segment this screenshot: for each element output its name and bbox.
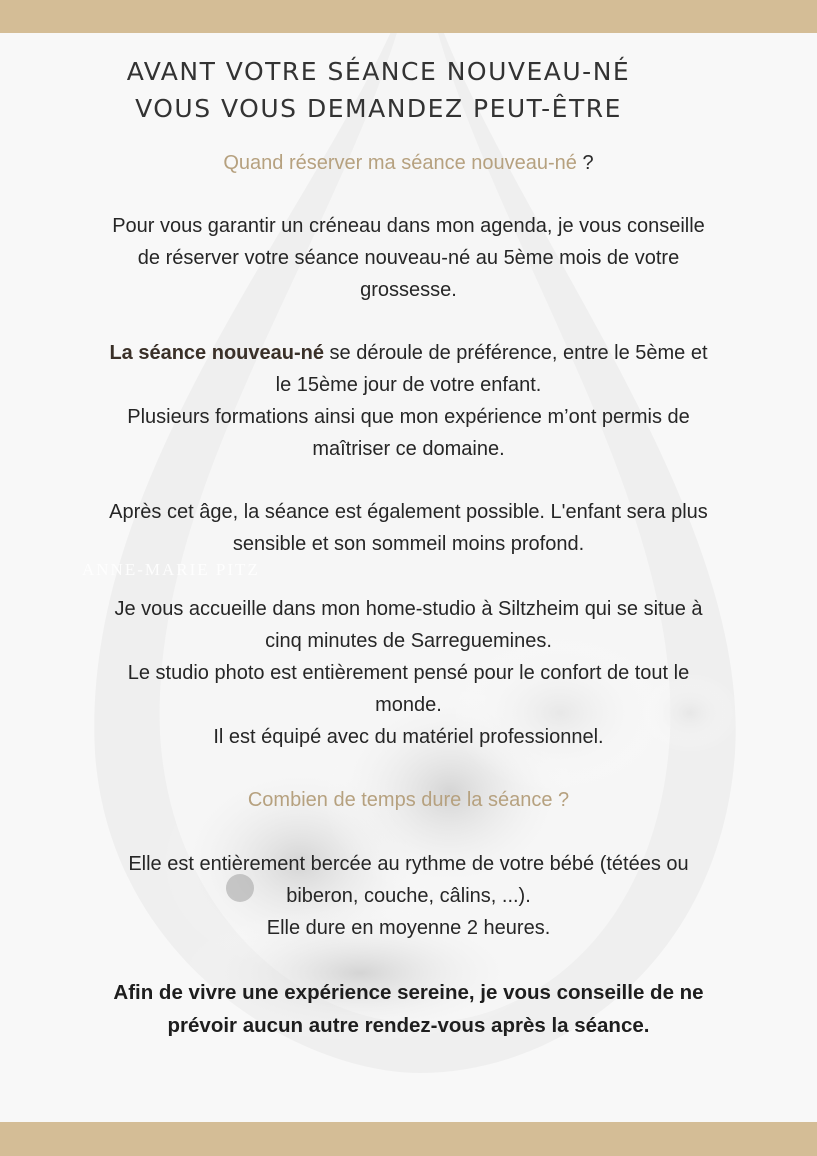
- question-duration: Combien de temps dure la séance ?: [247, 789, 570, 811]
- text-line: Afin de vivre une expérience sereine, je vous conseille de ne: [113, 981, 704, 1004]
- text-line: cinq minutes de Sarreguemines.: [265, 630, 552, 652]
- paragraph-studio: [0, 593, 817, 753]
- text-line: grossesse.: [360, 279, 457, 301]
- text-line: Pour vous garantir un créneau dans mon agenda, je vous conseille: [112, 215, 705, 237]
- paragraph-duration: [0, 848, 817, 944]
- text-line: sensible et son sommeil moins profond.: [232, 533, 585, 555]
- page-title-line-1: AVANT VOTRE SÉANCE NOUVEAU-NÉ: [126, 57, 631, 86]
- paragraph-booking: [0, 210, 817, 306]
- question-mark: ?: [576, 152, 594, 174]
- text-line: Elle est entièrement bercée au rythme de votre bébé (tétées ou: [128, 853, 689, 875]
- text-line: maîtriser ce domaine.: [312, 438, 505, 460]
- question-booking-text: Quand réserver ma séance nouveau-né: [223, 152, 577, 174]
- page-title-line-2: VOUS VOUS DEMANDEZ PEUT-ÊTRE: [135, 94, 622, 123]
- text-line: monde.: [375, 694, 442, 716]
- bottom-band: [0, 1122, 817, 1156]
- text-line-rest: se déroule de préférence, entre le 5ème et: [323, 342, 708, 364]
- text-line: Je vous accueille dans mon home-studio à Siltzheim qui se situe à: [114, 598, 703, 620]
- text-line: Il est équipé avec du matériel professionnel.: [213, 726, 604, 748]
- text-line: [0, 337, 817, 369]
- text-line: Elle dure en moyenne 2 heures.: [266, 917, 551, 939]
- closing-advice: [40, 976, 777, 1042]
- question-booking: [0, 148, 817, 178]
- bold-term: La séance nouveau-né: [109, 342, 324, 364]
- text-line: Après cet âge, la séance est également possible. L'enfant sera plus: [109, 501, 708, 523]
- text-line: biberon, couche, câlins, ...).: [286, 885, 531, 907]
- paragraph-session-timing: [0, 337, 817, 465]
- text-line: Le studio photo est entièrement pensé pour le confort de tout le: [127, 662, 690, 684]
- text-line: de réserver votre séance nouveau-né au 5ème mois de votre: [137, 247, 680, 269]
- text-line: le 15ème jour de votre enfant.: [275, 374, 542, 396]
- text-line: Plusieurs formations ainsi que mon expérience m’ont permis de: [127, 406, 690, 428]
- photographer-watermark: ANNE-MARIE PITZ: [82, 560, 260, 579]
- top-band: [0, 0, 817, 33]
- text-line: prévoir aucun autre rendez-vous après la séance.: [167, 1014, 650, 1037]
- paragraph-after-age: [0, 496, 817, 560]
